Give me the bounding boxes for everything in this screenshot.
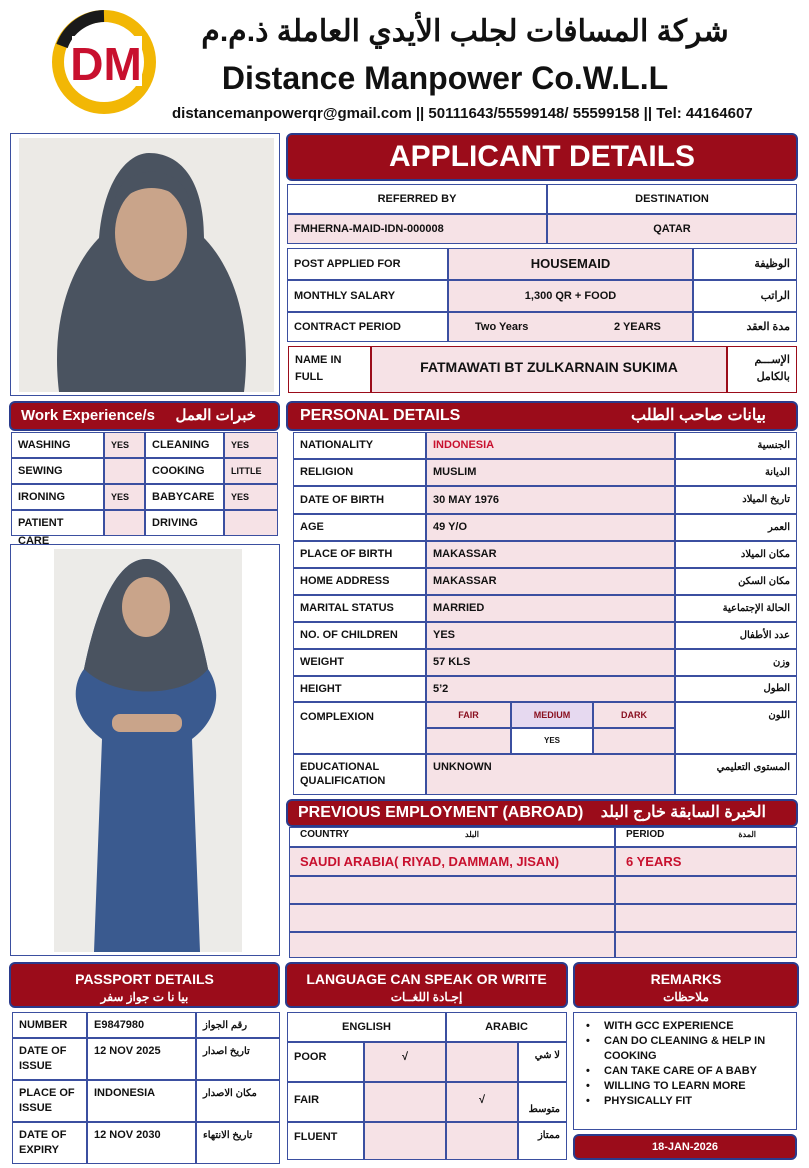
previous-employment-label: PREVIOUS EMPLOYMENT (ABROAD) xyxy=(298,804,584,821)
previous-country-label-arabic: البلد xyxy=(465,830,479,839)
previous-country-label: COUNTRY xyxy=(300,829,350,840)
previous-employment-label-arabic: الخبرة السابقة خارج البلد xyxy=(600,804,766,821)
language-level-label: FAIR xyxy=(287,1082,364,1122)
language-arabic-level xyxy=(446,1042,518,1082)
passport-field-value: 12 NOV 2030 xyxy=(87,1122,196,1164)
complexion-label: COMPLEXION xyxy=(293,702,426,754)
passport-field-label-arabic: تاريخ اصدار xyxy=(196,1038,280,1080)
remarks-box xyxy=(573,1012,797,1130)
previous-empty-row xyxy=(289,932,615,958)
referred-by-value: FMHERNA-MAID-IDN-000008 xyxy=(287,214,547,244)
language-level-label: FLUENT xyxy=(287,1122,364,1160)
contract-label-arabic: مدة العقد xyxy=(693,312,797,342)
remark-item: • WILLING TO LEARN MORE xyxy=(574,1079,790,1094)
work-experience-label: Work Experience/s xyxy=(21,407,155,424)
personal-details-label: PERSONAL DETAILS xyxy=(300,407,461,424)
personal-field-value: 30 MAY 1976 xyxy=(426,486,675,514)
personal-field-label-arabic: مكان الميلاد xyxy=(675,541,797,568)
post-label: POST APPLIED FOR xyxy=(287,248,448,280)
work-skill-value: YES xyxy=(224,484,278,510)
passport-field-label: DATE OF EXPIRY xyxy=(12,1122,87,1164)
work-skill-label: WASHING xyxy=(11,432,104,458)
work-skill-label: PATIENT CARE xyxy=(11,510,104,536)
remark-item: • CAN TAKE CARE OF A BABY xyxy=(574,1064,790,1079)
work-skill-label: BABYCARE xyxy=(145,484,224,510)
salary-label: MONTHLY SALARY xyxy=(287,280,448,312)
portrait-photo xyxy=(19,138,274,392)
personal-field-label: AGE xyxy=(293,514,426,541)
name-label-arabic: الإســـم بالكامل xyxy=(727,346,797,393)
personal-field-label-arabic: عدد الأطفال xyxy=(675,622,797,649)
destination-value: QATAR xyxy=(547,214,797,244)
personal-field-label-arabic: الطول xyxy=(675,676,797,702)
work-skill-label: CLEANING xyxy=(145,432,224,458)
work-skill-label: COOKING xyxy=(145,458,224,484)
personal-field-label: PLACE OF BIRTH xyxy=(293,541,426,568)
personal-details-title xyxy=(286,401,798,431)
previous-employment-title xyxy=(286,799,798,827)
language-english-level xyxy=(364,1082,446,1122)
education-value: UNKNOWN xyxy=(426,754,675,795)
full-body-photo xyxy=(54,549,242,952)
personal-field-label-arabic: مكان السكن xyxy=(675,568,797,595)
previous-country-value: SAUDI ARABIA( RIYAD, DAMMAM, JISAN) xyxy=(289,847,615,876)
work-skill-value xyxy=(104,458,145,484)
personal-field-label-arabic: الجنسية xyxy=(675,432,797,459)
language-level-label: POOR xyxy=(287,1042,364,1082)
language-english-level xyxy=(364,1122,446,1160)
complexion-fair-mark xyxy=(426,728,511,754)
complexion-dark: DARK xyxy=(593,702,675,728)
contract-value xyxy=(448,312,693,342)
complexion-medium-mark: YES xyxy=(511,728,593,754)
previous-period-header xyxy=(615,827,797,847)
personal-field-label-arabic: وزن xyxy=(675,649,797,676)
previous-country-header xyxy=(289,827,615,847)
applicant-details-title: APPLICANT DETAILS xyxy=(286,133,798,181)
personal-field-label-arabic: تاريخ الميلاد xyxy=(675,486,797,514)
language-arabic-level xyxy=(446,1122,518,1160)
personal-field-label: WEIGHT xyxy=(293,649,426,676)
previous-empty-row xyxy=(615,904,797,932)
remarks-date: 18-JAN-2026 xyxy=(573,1134,797,1160)
work-experience-label-arabic: خبرات العمل xyxy=(175,407,256,424)
previous-empty-row xyxy=(289,904,615,932)
remarks-label-arabic: ملاحظات xyxy=(663,990,709,1004)
work-skill-label: SEWING xyxy=(11,458,104,484)
passport-field-value: INDONESIA xyxy=(87,1080,196,1122)
personal-field-label: HEIGHT xyxy=(293,676,426,702)
passport-field-value: 12 NOV 2025 xyxy=(87,1038,196,1080)
previous-period-value: 6 YEARS xyxy=(615,847,797,876)
passport-field-label: NUMBER xyxy=(12,1012,87,1038)
language-title xyxy=(285,962,568,1008)
personal-field-label: NO. OF CHILDREN xyxy=(293,622,426,649)
destination-label: DESTINATION xyxy=(547,184,797,214)
remark-item: • CAN DO CLEANING & HELP IN COOKING xyxy=(574,1034,790,1064)
passport-field-label: PLACE OF ISSUE xyxy=(12,1080,87,1122)
company-name-english: Distance Manpower Co.W.L.L xyxy=(221,60,669,96)
complexion-label-arabic: اللون xyxy=(675,702,797,754)
personal-field-label: HOME ADDRESS xyxy=(293,568,426,595)
personal-field-value: MUSLIM xyxy=(426,459,675,486)
language-english-level: √ xyxy=(364,1042,446,1082)
education-label-arabic: المستوى التعليمي xyxy=(675,754,797,795)
company-logo xyxy=(44,6,166,114)
personal-details-label-arabic: بيانات صاحب الطلب xyxy=(631,407,766,424)
contact-line: distancemanpowerqr@gmail.com || 50111643/55599148/ 55599158 || Tel: 44164607 xyxy=(172,105,753,122)
complexion-fair: FAIR xyxy=(426,702,511,728)
personal-field-value: 57 KLS xyxy=(426,649,675,676)
language-label-arabic: إجـادة اللغــات xyxy=(390,990,463,1004)
previous-empty-row xyxy=(289,876,615,904)
passport-details-title xyxy=(9,962,280,1008)
previous-empty-row xyxy=(615,932,797,958)
contract-years-text: 2 YEARS xyxy=(614,321,661,333)
logo-text: DM xyxy=(70,38,142,90)
contract-period-text: Two Years xyxy=(475,321,529,333)
work-skill-label: IRONING xyxy=(11,484,104,510)
passport-field-label-arabic: مكان الاصدار xyxy=(196,1080,280,1122)
personal-field-value: MAKASSAR xyxy=(426,568,675,595)
contract-label: CONTRACT PERIOD xyxy=(287,312,448,342)
personal-field-value: MAKASSAR xyxy=(426,541,675,568)
passport-details-label-arabic: بيا نا ت جواز سفر xyxy=(100,990,189,1004)
work-skill-value xyxy=(104,510,145,536)
referred-by-label: REFERRED BY xyxy=(287,184,547,214)
language-arabic-header: ARABIC xyxy=(446,1012,567,1042)
company-name-arabic: شركة المسافات لجلب الأيدي العاملة ذ.م.م xyxy=(201,15,729,48)
passport-field-value: E9847980 xyxy=(87,1012,196,1038)
personal-field-label: MARITAL STATUS xyxy=(293,595,426,622)
previous-period-label: PERIOD xyxy=(626,829,665,840)
passport-details-label: PASSPORT DETAILS xyxy=(75,971,214,987)
personal-field-label-arabic: الديانة xyxy=(675,459,797,486)
personal-field-value: YES xyxy=(426,622,675,649)
language-level-label-arabic: ممتاز xyxy=(518,1122,567,1160)
post-value: HOUSEMAID xyxy=(448,248,693,280)
work-skill-value: LITTLE xyxy=(224,458,278,484)
language-arabic-level: √ xyxy=(446,1082,518,1122)
passport-field-label-arabic: تاريخ الانتهاء xyxy=(196,1122,280,1164)
previous-period-label-arabic: المدة xyxy=(738,830,756,839)
personal-field-label: DATE OF BIRTH xyxy=(293,486,426,514)
language-level-label-arabic: متوسط xyxy=(518,1082,567,1122)
previous-empty-row xyxy=(615,876,797,904)
work-skill-value: YES xyxy=(224,432,278,458)
personal-field-label-arabic: العمر xyxy=(675,514,797,541)
salary-value: 1,300 QR + FOOD xyxy=(448,280,693,312)
work-skill-label: DRIVING xyxy=(145,510,224,536)
remark-item: • PHYSICALLY FIT xyxy=(574,1094,790,1109)
remarks-title xyxy=(573,962,799,1008)
complexion-dark-mark xyxy=(593,728,675,754)
work-skill-value xyxy=(224,510,278,536)
remarks-list xyxy=(574,1013,796,1109)
salary-label-arabic: الراتب xyxy=(693,280,797,312)
personal-field-label: RELIGION xyxy=(293,459,426,486)
education-label: EDUCATIONAL QUALIFICATION xyxy=(293,754,426,795)
name-value: FATMAWATI BT ZULKARNAIN SUKIMA xyxy=(371,346,727,393)
personal-field-label: NATIONALITY xyxy=(293,432,426,459)
work-skill-value: YES xyxy=(104,432,145,458)
personal-field-value: INDONESIA xyxy=(426,432,675,459)
complexion-medium: MEDIUM xyxy=(511,702,593,728)
passport-field-label-arabic: رقم الجواز xyxy=(196,1012,280,1038)
name-label: NAME IN FULL xyxy=(288,346,371,393)
language-level-label-arabic: لا شي xyxy=(518,1042,567,1082)
language-label: LANGUAGE CAN SPEAK OR WRITE xyxy=(306,971,547,987)
personal-field-label-arabic: الحالة الإجتماعية xyxy=(675,595,797,622)
remark-item: • WITH GCC EXPERIENCE xyxy=(574,1019,790,1034)
personal-field-value: MARRIED xyxy=(426,595,675,622)
remarks-label: REMARKS xyxy=(650,971,722,987)
passport-field-label: DATE OF ISSUE xyxy=(12,1038,87,1080)
post-label-arabic: الوظيفة xyxy=(693,248,797,280)
language-english-header: ENGLISH xyxy=(287,1012,446,1042)
personal-field-value: 49 Y/O xyxy=(426,514,675,541)
personal-field-value: 5’2 xyxy=(426,676,675,702)
work-experience-title xyxy=(9,401,280,431)
work-skill-value: YES xyxy=(104,484,145,510)
